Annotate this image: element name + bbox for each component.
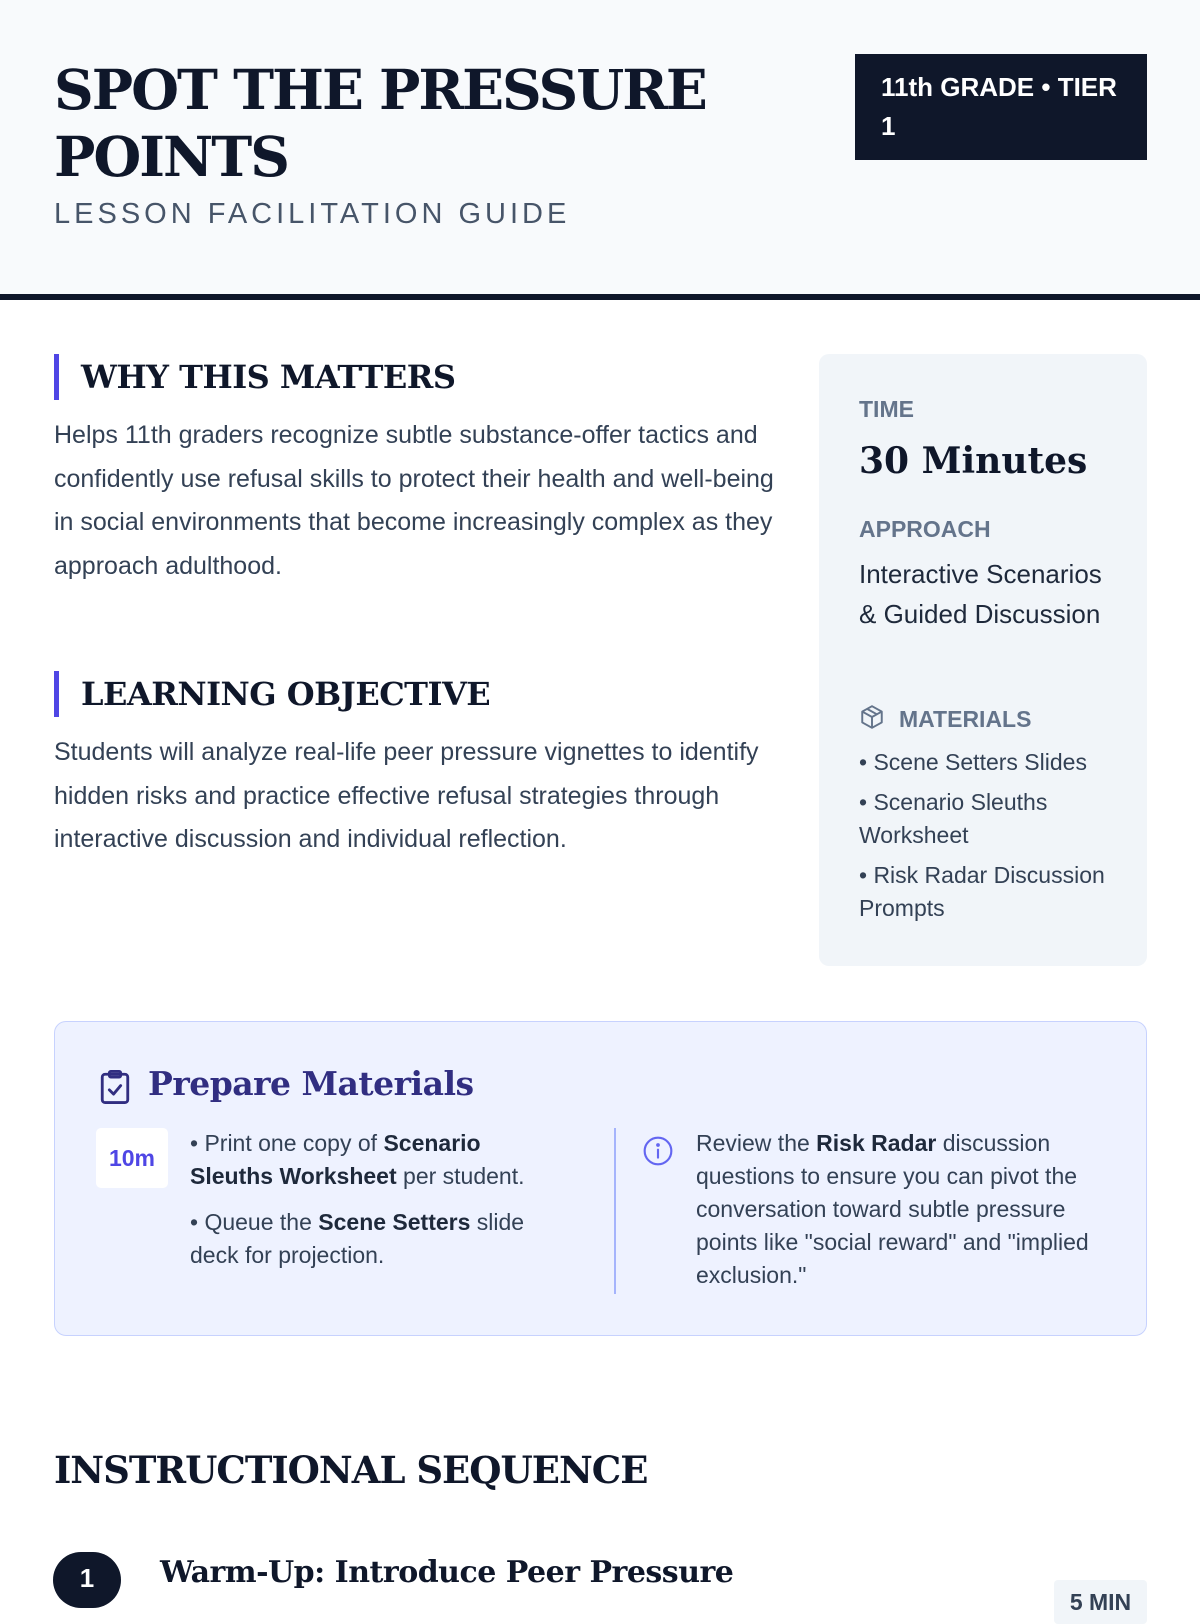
why-text: Helps 11th graders recognize subtle substance-offer tactics and confidently use refusal skills to protect their health and well-being in social environments that become increasingly complex as they approach adulthood.: [54, 421, 774, 580]
page-subtitle: LESSON FACILITATION GUIDE: [54, 198, 571, 230]
materials-list: [859, 746, 1129, 932]
objective-heading: LEARNING OBJECTIVE: [54, 671, 490, 717]
prep-time-badge: 10m: [96, 1128, 168, 1188]
time-value: 30 Minutes: [859, 440, 1088, 482]
prep-item: • Print one copy of Scenario Sleuths Worksheet per student.: [190, 1130, 525, 1189]
approach-value: Interactive Scenarios & Guided Discussion: [859, 559, 1102, 629]
why-heading: WHY THIS MATTERS: [54, 354, 456, 400]
prep-note: Review the Risk Radar discussion questions to ensure you can pivot the conversation toward subtle pressure points like "social reward" and "implied exclusion.": [696, 1130, 1089, 1288]
step-title: Warm-Up: Introduce Peer Pressure: [160, 1555, 734, 1590]
page-header: [0, 0, 1200, 300]
prepare-materials-card: [54, 1021, 1147, 1336]
prep-item: • Queue the Scene Setters slide deck for projection.: [190, 1209, 525, 1268]
prep-checklist: [190, 1127, 570, 1285]
materials-item: • Scene Setters Slides: [859, 749, 1087, 775]
page-title: SPOT THE PRESSURE POINTS: [54, 57, 706, 189]
clipboard-check-icon: [98, 1068, 132, 1106]
approach-label: APPROACH: [859, 516, 991, 542]
cube-icon: [859, 704, 885, 730]
grade-badge: 11th GRADE • TIER 1: [855, 54, 1147, 160]
materials-item: • Risk Radar Discussion Prompts: [859, 862, 1105, 921]
prepare-title: Prepare Materials: [148, 1064, 474, 1103]
step-duration-badge: 5 MIN: [1054, 1580, 1147, 1624]
objective-text: Students will analyze real-life peer pressure vignettes to identify hidden risks and practice effective refusal strategies through interactive discussion and individual reflection.: [54, 738, 759, 853]
step-number: 1: [53, 1552, 121, 1608]
materials-item: • Scenario Sleuths Worksheet: [859, 789, 1048, 848]
time-label: TIME: [859, 396, 914, 422]
info-icon: [642, 1135, 674, 1167]
materials-label: MATERIALS: [899, 706, 1032, 732]
divider: [614, 1128, 616, 1294]
lesson-info-panel: [819, 354, 1147, 966]
sequence-heading: INSTRUCTIONAL SEQUENCE: [54, 1448, 648, 1492]
